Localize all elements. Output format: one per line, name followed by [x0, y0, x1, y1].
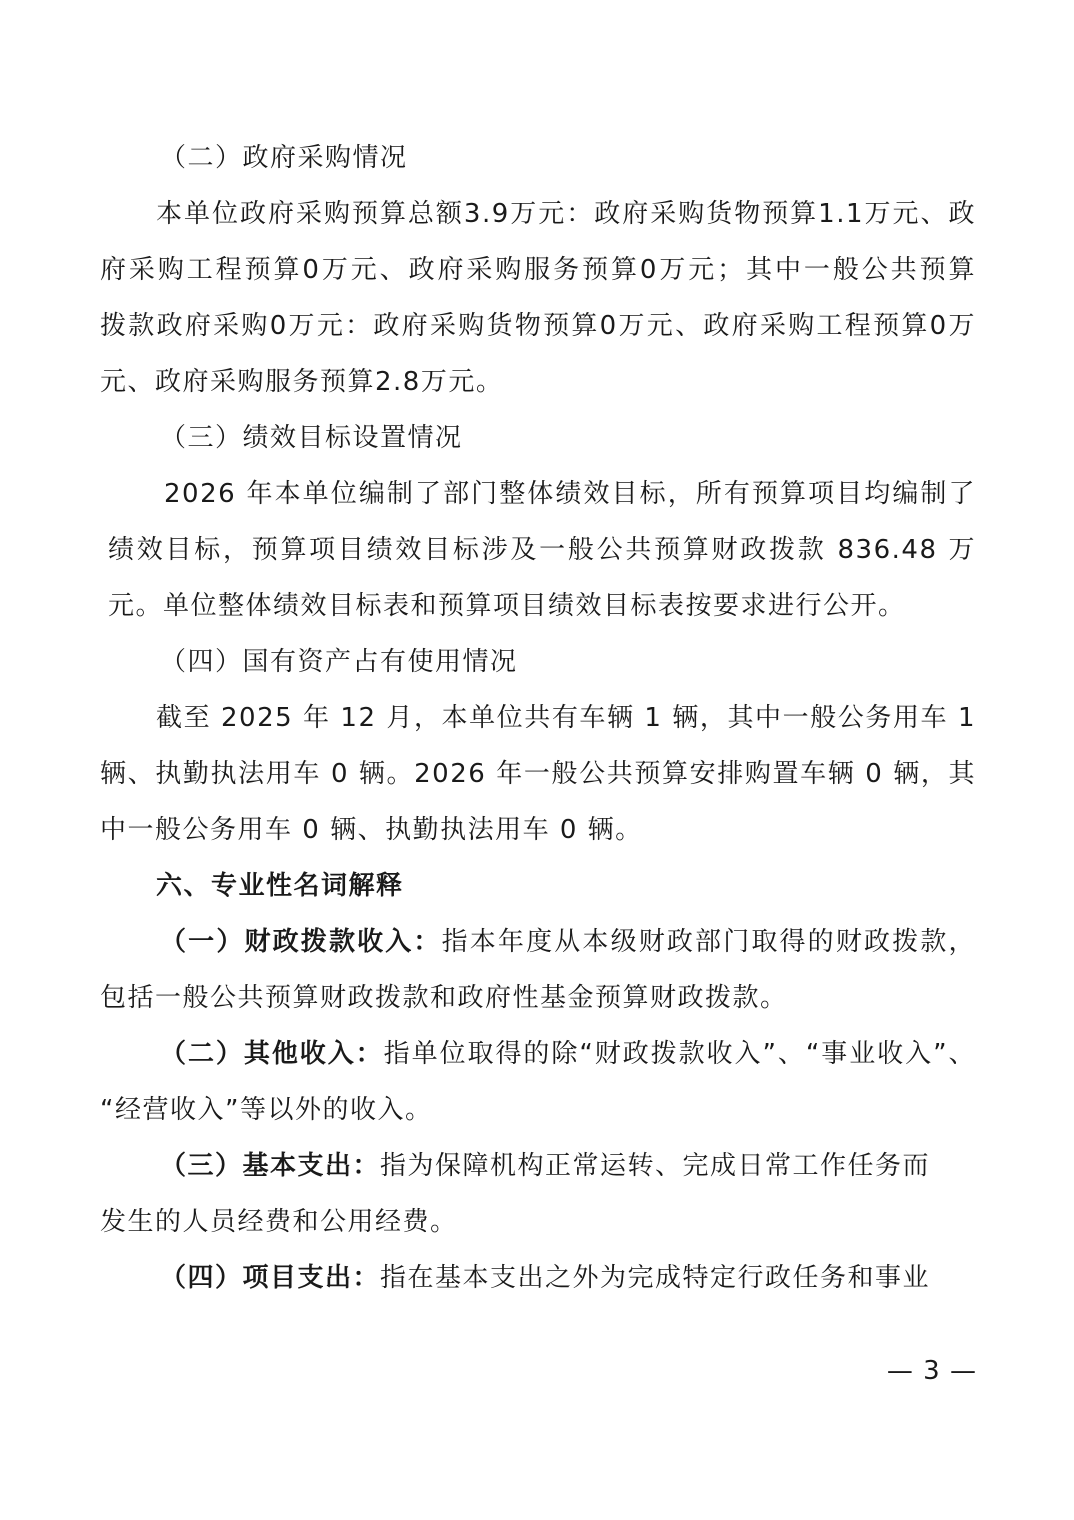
term-definition-line [0, 1149, 1074, 1183]
term-label: （一）财政拨款收入： [160, 927, 442, 957]
term-text: 指为保障机构正常运转、完成日常工作任务而 [380, 1151, 931, 1181]
paragraph-line: 发生的人员经费和公用经费。 [100, 1207, 458, 1237]
paragraph-line: 2026 年本单位编制了部门整体绩效目标，所有预算项目均编制了 [164, 479, 976, 509]
paragraph-line: 元、政府采购服务预算2.8万元。 [100, 367, 504, 397]
paragraph-line: 府采购工程预算0万元、政府采购服务预算0万元；其中一般公共预算 [100, 255, 976, 285]
subheading-state-assets: （四）国有资产占有使用情况 [160, 647, 518, 677]
term-label: （三）基本支出： [160, 1151, 381, 1181]
paragraph-line: 拨款政府采购0万元：政府采购货物预算0万元、政府采购工程预算0万 [100, 311, 976, 341]
paragraph-line: 绩效目标，预算项目绩效目标涉及一般公共预算财政拨款 836.48 万 [108, 535, 976, 565]
term-label: （四）项目支出： [160, 1263, 381, 1293]
section-heading-terms: 六、专业性名词解释 [156, 871, 404, 901]
term-definition-line [160, 1037, 976, 1071]
paragraph-line: 包括一般公共预算财政拨款和政府性基金预算财政拨款。 [100, 983, 788, 1013]
subheading-government-procurement: （二）政府采购情况 [160, 143, 408, 173]
paragraph-line: 元。单位整体绩效目标表和预算项目绩效目标表按要求进行公开。 [108, 591, 906, 621]
page-number: — 3 — [886, 1356, 977, 1386]
subheading-performance-goals: （三）绩效目标设置情况 [160, 423, 463, 453]
paragraph-line: 截至 2025 年 12 月，本单位共有车辆 1 辆，其中一般公务用车 1 [156, 703, 976, 733]
paragraph-line: 本单位政府采购预算总额3.9万元：政府采购货物预算1.1万元、政 [156, 199, 976, 229]
paragraph-line: “经营收入”等以外的收入。 [100, 1095, 433, 1125]
term-definition-line [0, 1261, 1074, 1295]
paragraph-line: 辆、执勤执法用车 0 辆。2026 年一般公共预算安排购置车辆 0 辆，其 [100, 759, 976, 789]
term-text: 指本年度从本级财政部门取得的财政拨款， [441, 927, 976, 957]
term-text: 指在基本支出之外为完成特定行政任务和事业 [380, 1263, 931, 1293]
term-definition-line [160, 925, 976, 959]
term-label: （二）其他收入： [160, 1039, 384, 1069]
paragraph-line: 中一般公务用车 0 辆、执勤执法用车 0 辆。 [100, 815, 643, 845]
term-text: 指单位取得的除“财政拨款收入”、“事业收入”、 [383, 1039, 976, 1069]
